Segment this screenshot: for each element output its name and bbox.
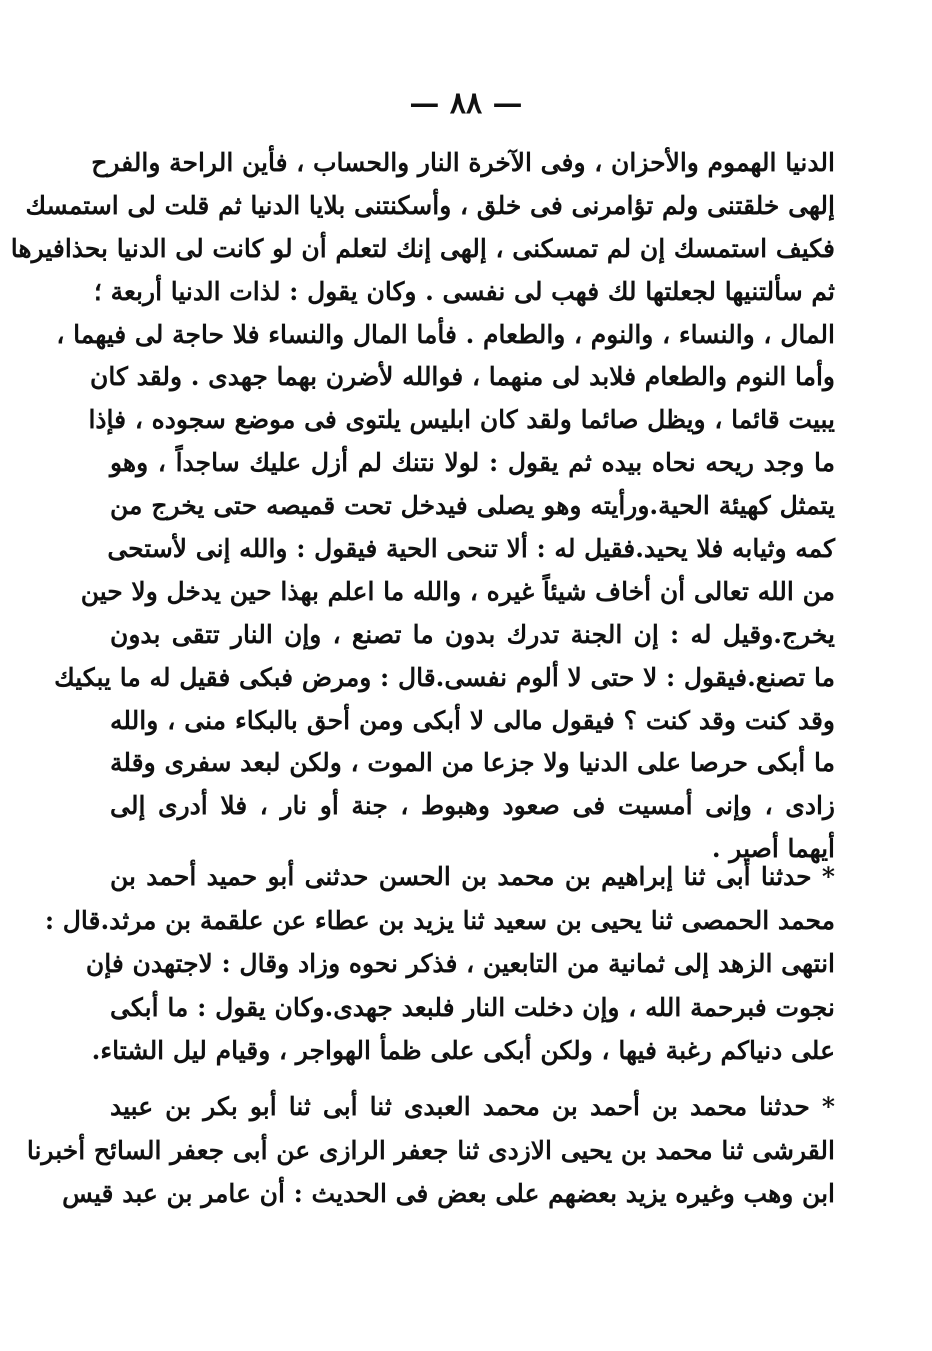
text-line: * حدثنا محمد بن أحمد بن محمد العبدى ثنا أبى ثنا أبو بكر بن عبيد [110, 1092, 835, 1121]
text-line: نجوت فبرحمة الله ، وإن دخلت النار فلبعد جهدى.وكان يقول : ما أبكى [110, 992, 835, 1022]
paragraph-1 [10, 142, 835, 871]
text-line: ثم سألتنيها لجعلتها لك فهب لى نفسى . وكان يقول : لذات الدنيا أربعة ؛ [93, 276, 835, 306]
text-line: القرشى ثنا محمد بن يحيى الازدى ثنا جعفر الرازى عن أبى جعفر السائح أخبرنا [26, 1135, 835, 1165]
text-line: كمه وثيابه فلا يحيد.فقيل له : ألا تنحى الحية فيقول : والله إنى لأستحى [107, 534, 835, 564]
text-line: ما أبكى حرصا على الدنيا ولا جزعا من الموت ، ولكن لبعد سفرى وقلة [110, 748, 835, 778]
text-line: يخرج.وقيل له : إن الجنة تدرك بدون ما تصنع ، وإن النار تتقى بدون [110, 619, 835, 649]
text-line: ما وجد ريحه نحاه بيده ثم يقول : لولا نتنك لم أزل عليك ساجداً ، وهو [110, 448, 835, 478]
page-number: — ٨٨ — [409, 86, 523, 121]
text-line: يتمثل كهيئة الحية.ورأيته وهو يصلى فيدخل تحت قميصه حتى يخرج من [110, 491, 835, 521]
text-line: زادى ، وإنى أمسيت فى صعود وهبوط ، جنة أو نار ، فلا أدرى إلى [110, 791, 835, 821]
text-line: * حدثنا أبى ثنا إبراهيم بن محمد بن الحسن حدثنى أبو حميد أحمد بن [110, 862, 835, 891]
text-line: إلهى خلقتنى ولم تؤامرنى فى خلق ، وأسكنتنى بلايا الدنيا ثم قلت لى استمسك [25, 190, 835, 220]
text-line: أيهما أصير . [711, 834, 835, 864]
text-line: المال ، والنساء ، والنوم ، والطعام . فأما المال والنساء فلا حاجة لى فيهما ، [56, 319, 835, 349]
text-line: انتهى الزهد إلى ثمانية من التابعين ، فذكر نحوه وزاد وقال : لاجتهدن فإن [85, 949, 835, 978]
text-line: من الله تعالى أن أخاف شيئاً غيره ، والله ما اعلم بهذا حين يدخل ولا حين [80, 576, 835, 606]
text-line: محمد الحمصى ثنا يحيى بن سعيد ثنا يزيد بن عطاء عن علقمة بن مرثد.قال : [44, 905, 835, 935]
paragraph-3 [26, 1085, 835, 1216]
text-line: الدنيا الهموم والأحزان ، وفى الآخرة النار والحساب ، فأين الراحة والفرح [91, 148, 835, 177]
paragraph-2 [44, 855, 835, 1073]
text-line: ابن وهب وغيره يزيد بعضهم على بعض فى الحديث : أن عامر بن عبد قيس [62, 1179, 835, 1208]
text-line: يبيت قائما ، ويظل صائما ولقد كان ابليس يلتوى فى موضع سجوده ، فإذا [88, 405, 835, 435]
text-line: فكيف استمسك إن لم تمسكنى ، إلهى إنك لتعلم أن لو كانت لى الدنيا بحذافيرها [10, 233, 835, 263]
text-line: وأما النوم والطعام فلابد لى منهما ، فوالله لأضرن بهما جهدى . ولقد كان [90, 362, 835, 392]
text-line: وقد كنت وقد كنت ؟ فيقول مالى لا أبكى ومن أحق بالبكاء منى ، والله [110, 705, 835, 735]
text-line: ما تصنع.فيقول : لا حتى لا ألوم نفسى.قال : ومرض فبكى فقيل له ما يبكيك [54, 662, 835, 692]
text-line: على دنياكم رغبة فيها ، ولكن أبكى على ظمأ الهواجر ، وقيام ليل الشتاء. [91, 1036, 835, 1065]
